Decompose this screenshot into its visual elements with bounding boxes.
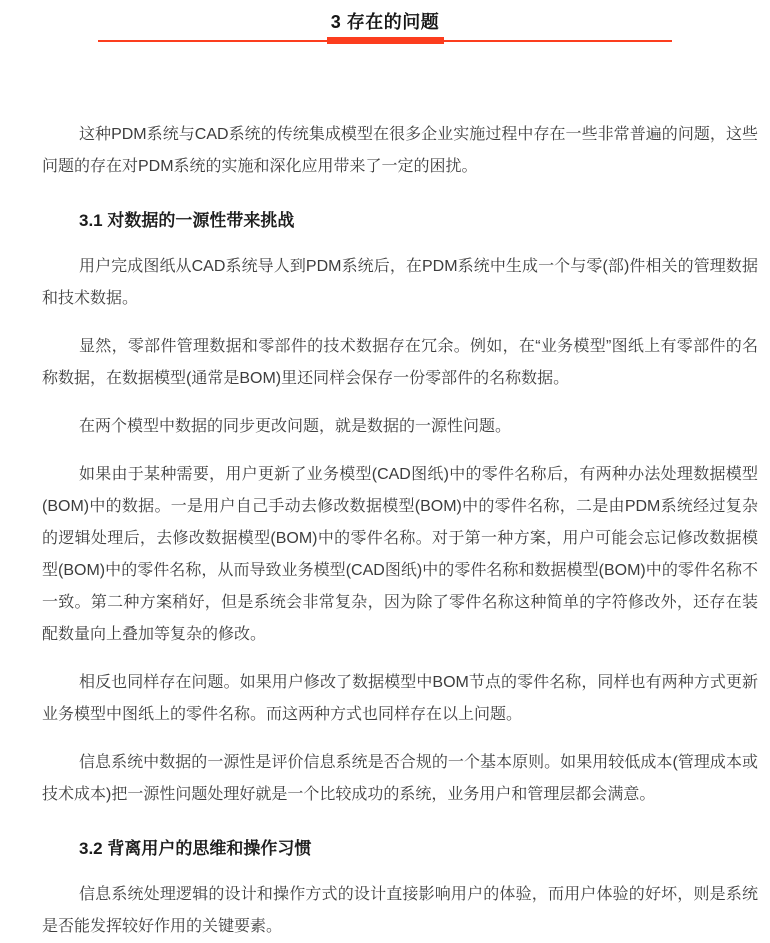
section-heading-3-1: 3.1 对数据的一源性带来挑战 [79, 211, 295, 230]
paragraph-principle: 信息系统中数据的一源性是评价信息系统是否合规的一个基本原则。如果用较低成本(管理成本或技术成本)把一源性问题处理好就是一个比较成功的系统，业务用户和管理层都会满意。 [42, 754, 758, 803]
paragraph-data-import: 用户完成图纸从CAD系统导人到PDM系统后，在PDM系统中生成一个与零(部)件相关的管理数据和技术数据。 [42, 258, 758, 307]
paragraph-intro: 这种PDM系统与CAD系统的传统集成模型在很多企业实施过程中存在一些非常普遍的问题，这些问题的存在对PDM系统的实施和深化应用带来了一定的困扰。 [42, 126, 758, 175]
paragraph-redundancy: 显然，零部件管理数据和零部件的技术数据存在冗余。例如，在“业务模型”图纸上有零部件的名称数据，在数据模型(通常是BOM)里还同样会保存一份零部件的名称数据。 [42, 338, 758, 387]
title-underline-accent-bar [327, 37, 444, 44]
document-body [0, 45, 770, 943]
section-heading-3-2: 3.2 背离用户的思维和操作习惯 [79, 839, 312, 858]
paragraph-reverse-case: 相反也同样存在问题。如果用户修改了数据模型中BOM节点的零件名称，同样也有两种方式更新业务模型中图纸上的零件名称。而这两种方式也同样存在以上问题。 [42, 674, 758, 723]
paragraph-user-experience: 信息系统处理逻辑的设计和操作方式的设计直接影响用户的体验，而用户体验的好坏，则是系统是否能发挥较好作用的关键要素。 [42, 886, 758, 935]
paragraph-sync-issue: 在两个模型中数据的同步更改问题，就是数据的一源性问题。 [79, 418, 512, 435]
page-title: 3 存在的问题 [330, 12, 440, 32]
document-header [0, 0, 770, 45]
paragraph-two-methods: 如果由于某种需要，用户更新了业务模型(CAD图纸)中的零件名称后，有两种办法处理数据模型(BOM)中的数据。一是用户自己手动去修改数据模型(BOM)中的零件名称，二是由PDM系统经过复杂的逻辑处理后，去修改数据模型(BOM)中的零件名称。对于第一种方案，用户可能会忘记修改数据模型(BOM)中的零件名称，从而导致业务模型(CAD图纸)中的零件名称和数据模型(BOM)中的零件名称不一致。第二种方案稍好，但是系统会非常复杂，因为除了零件名称这种简单的字符修改外，还存在装配数量向上叠加等复杂的修改。 [42, 466, 758, 643]
title-underline [98, 37, 672, 45]
